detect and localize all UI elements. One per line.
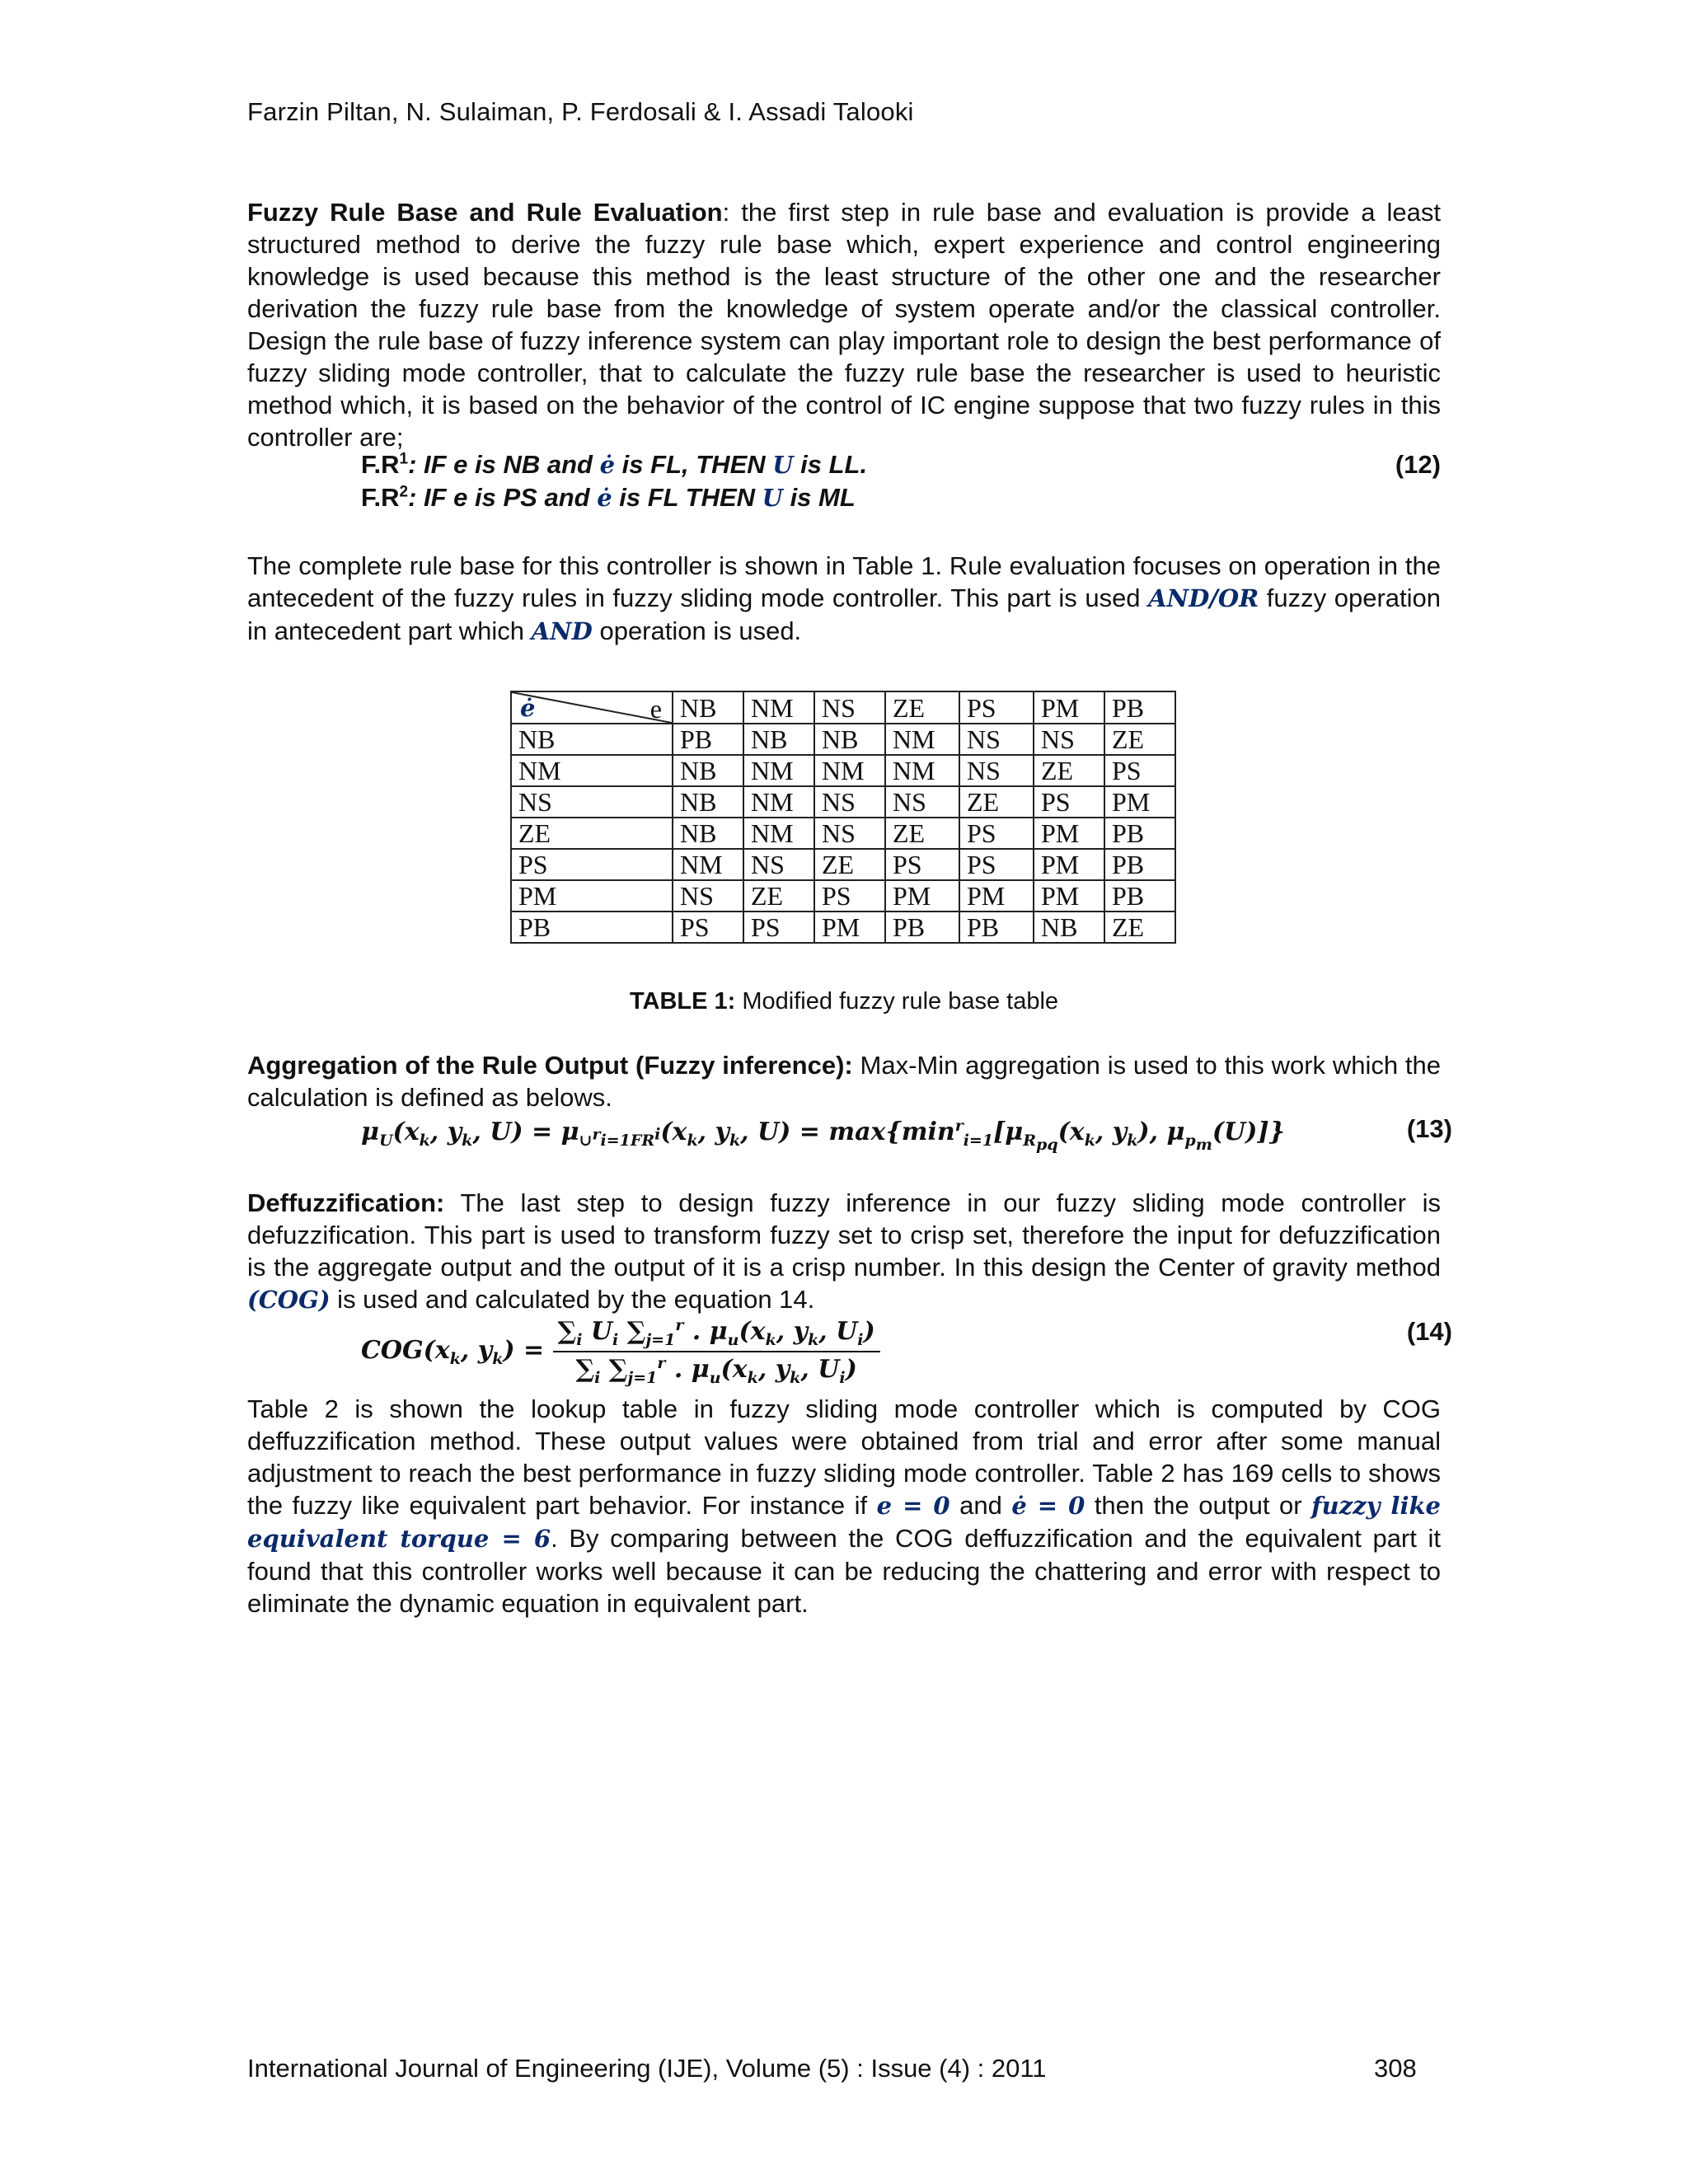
table-cell: NS: [814, 818, 885, 849]
row-header-ze: ZE: [511, 818, 673, 849]
table-cell: NM: [743, 755, 814, 786]
row-header-ps: PS: [511, 849, 673, 880]
equation-number-13: (13): [1406, 1114, 1452, 1143]
cog-fraction: [553, 1316, 880, 1387]
equation-14: $COG(x_k$, $y_k$) = $\frac{\sum_i U_i \sum_{j=1}^r . \mu_u(x_k, y_k, U_i)}{\sum_i \sum_{j=1}^r . \mu_u(x_k, y_k, U_i)}$: [361, 1316, 880, 1387]
column-header-pb: PB: [1104, 691, 1175, 724]
fuzzy-rule-2: $F.R^2$: IF e is PS and ė is FL THEN U is ML: [361, 483, 856, 512]
table-row: [511, 755, 1175, 786]
table-cell: PS: [1104, 755, 1175, 786]
footer-journal: International Journal of Engineering (IJE), Volume (5) : Issue (4) : 2011: [247, 2054, 1047, 2083]
table-cell: ZE: [814, 849, 885, 880]
table-cell: PS: [743, 912, 814, 943]
table-cell: ZE: [885, 818, 959, 849]
paragraph-rule-evaluation: The complete rule base for this controller is shown in Table 1. Rule evaluation focuses on operation in the antecedent of the fuzzy rules in fuzzy sliding mode controller. This part is used AND/OR fuzzy operation in antecedent part which AND operation is used.: [247, 551, 1441, 645]
section-title: Deffuzzification:: [247, 1188, 445, 1217]
row-header-pm: PM: [511, 880, 673, 912]
row-header-nb: NB: [511, 724, 673, 755]
table-cell: NS: [743, 849, 814, 880]
table-cell: NM: [885, 755, 959, 786]
rule-base-table: [510, 691, 1176, 944]
table-cell: ZE: [1104, 724, 1175, 755]
table-cell: PB: [1104, 880, 1175, 912]
equation-13: $\mu_U(x_k$, $y_k$, $U) = \mu_{\cup^ri=1FR^i}(x_k$, $y_k$, $U) = \max\{\min^r_{i=1}[\mu_{R_{pq}}(x_k$, $y_k$), $\mu_{p_m}(U)$]}: [361, 1117, 1285, 1154]
table-row: [511, 786, 1175, 818]
table-cell: PB: [1104, 818, 1175, 849]
table-cell: NB: [814, 724, 885, 755]
running-header: Farzin Piltan, N. Sulaiman, P. Ferdosali & I. Assadi Talooki: [247, 97, 914, 126]
table-cell: PM: [814, 912, 885, 943]
table-cell: NS: [959, 755, 1034, 786]
table-corner-cell: [511, 691, 673, 724]
table-cell: PM: [885, 880, 959, 912]
table-cell: PS: [959, 849, 1034, 880]
table-cell: NM: [885, 724, 959, 755]
table-cell: ZE: [1104, 912, 1175, 943]
table-cell: ZE: [959, 786, 1034, 818]
row-header-pb: PB: [511, 912, 673, 943]
table-cell: PB: [885, 912, 959, 943]
table-cell: NM: [743, 818, 814, 849]
table-cell: PS: [1034, 786, 1104, 818]
paragraph-text: Max-Min aggregation is used to this work which the calculation is defined as belows.: [247, 1051, 1441, 1112]
table-cell: PS: [885, 849, 959, 880]
column-header-ns: NS: [814, 691, 885, 724]
table-cell: ZE: [743, 880, 814, 912]
table-cell: PB: [959, 912, 1034, 943]
table-cell: NS: [814, 786, 885, 818]
section-title: Fuzzy Rule Base and Rule Evaluation: [247, 198, 723, 227]
section-title: Aggregation of the Rule Output (Fuzzy inference):: [247, 1051, 853, 1080]
table-row: [511, 880, 1175, 912]
section-aggregation: [247, 1049, 1441, 1113]
table-row: [511, 912, 1175, 943]
table-row: [511, 849, 1175, 880]
table-header-row: [511, 691, 1175, 724]
column-header-nb: NB: [673, 691, 743, 724]
table-cell: NM: [673, 849, 743, 880]
table-cell: PS: [673, 912, 743, 943]
table-cell: NS: [959, 724, 1034, 755]
paragraph-text: the first step in rule base and evaluation is provide a least structured method to derive the fuzzy rule base which, expert experience and control engineering knowledge is used because this method is the least structure of the other one and the researcher derivation the fuzzy rule base from the knowledge of system operate and/or the classical controller. Design the rule base of fuzzy inference system can play important role to design the best performance of fuzzy sliding mode controller, that to calculate the fuzzy rule base the researcher is used to heuristic method which, it is based on the behavior of the control of IC engine suppose that two fuzzy rules in this controller are;: [247, 198, 1442, 452]
table-cell: NB: [673, 818, 743, 849]
row-header-ns: NS: [511, 786, 673, 818]
equation-number-12: (12): [1395, 450, 1441, 479]
column-header-ze: ZE: [885, 691, 959, 724]
table-cell: PB: [673, 724, 743, 755]
table-cell: NB: [1034, 912, 1104, 943]
table-cell: PM: [1034, 880, 1104, 912]
table-caption: TABLE 1: Modified fuzzy rule base table: [629, 988, 1059, 1015]
column-header-nm: NM: [743, 691, 814, 724]
table-cell: PM: [1104, 786, 1175, 818]
table-cell: NS: [1034, 724, 1104, 755]
fuzzy-rule-1: $F.R^1$: IF e is NB and ė is FL, THEN U is LL.: [361, 450, 868, 479]
corner-diagonal-line: [512, 692, 672, 723]
row-header-nm: NM: [511, 755, 673, 786]
table-cell: PM: [959, 880, 1034, 912]
corner-edot-label: ė: [520, 694, 536, 722]
table-cell: NB: [743, 724, 814, 755]
table-cell: NB: [673, 755, 743, 786]
table-row: [511, 724, 1175, 755]
table-cell: PS: [959, 818, 1034, 849]
equation-number-14: (14): [1406, 1317, 1452, 1346]
column-header-pm: PM: [1034, 691, 1104, 724]
column-header-ps: PS: [959, 691, 1034, 724]
cog-numerator: $\sum_i$ $U_i$ $\sum_{j=1}^r$ . $\mu_u(x_k$, $y_k$, $U_i$): [553, 1316, 880, 1352]
table-cell: PM: [1034, 818, 1104, 849]
paragraph-lookup-table: Table 2 is shown the lookup table in fuzzy sliding mode controller which is computed by COG deffuzzification method. These output values were obtained from trial and error after some manual adjustment to reach the best performance in fuzzy sliding mode controller. Table 2 has 169 cells to shows the fuzzy like equivalent part behavior. For instance if e = 0 and ė = 0 then the output or fuzzy like equivalent torque = 6. By comparing between the COG deffuzzification and the equivalent part it found that this controller works well because it can be reducing the chattering and error with respect to eliminate the dynamic equation in equivalent part.: [247, 1394, 1442, 1618]
table-cell: NS: [673, 880, 743, 912]
table-row: [511, 818, 1175, 849]
table-cell: ZE: [1034, 755, 1104, 786]
table-cell: PS: [814, 880, 885, 912]
footer-page-number: 308: [1374, 2054, 1417, 2083]
table-cell: PM: [1034, 849, 1104, 880]
section-defuzzification: Deffuzzification: The last step to design fuzzy inference in our fuzzy sliding mode controller is defuzzification. This part is used to transform fuzzy set to crisp set, therefore the input for defuzzification is the aggregate output and the output of it is a crisp number. In this design the Center of gravity method (COG) is used and calculated by the equation 14.: [247, 1188, 1441, 1314]
cog-denominator: $\sum_i$ $\sum_{j=1}^r$ . $\mu_u(x_k$, $y_k$, $U_i$): [575, 1354, 857, 1387]
table-cell: NS: [885, 786, 959, 818]
section-rule-base: Fuzzy Rule Base and Rule Evaluation: the first step in rule base and evaluation is provide a least structured method to derive the fuzzy rule base which, expert experience and control engineering knowledge is used because this method is the least structure of the other one and the researcher derivation the fuzzy rule base from the knowledge of system operate and/or the classical controller. Design the rule base of fuzzy inference system can play important role to design the best performance of fuzzy sliding mode controller, that to calculate the fuzzy rule base the researcher is used to heuristic method which, it is based on the behavior of the control of IC engine suppose that two fuzzy rules in this controller are;: [247, 198, 1442, 452]
table-cell: NM: [743, 786, 814, 818]
corner-e-label: e: [649, 694, 662, 724]
table-cell: NM: [814, 755, 885, 786]
table-cell: PB: [1104, 849, 1175, 880]
table-cell: NB: [673, 786, 743, 818]
